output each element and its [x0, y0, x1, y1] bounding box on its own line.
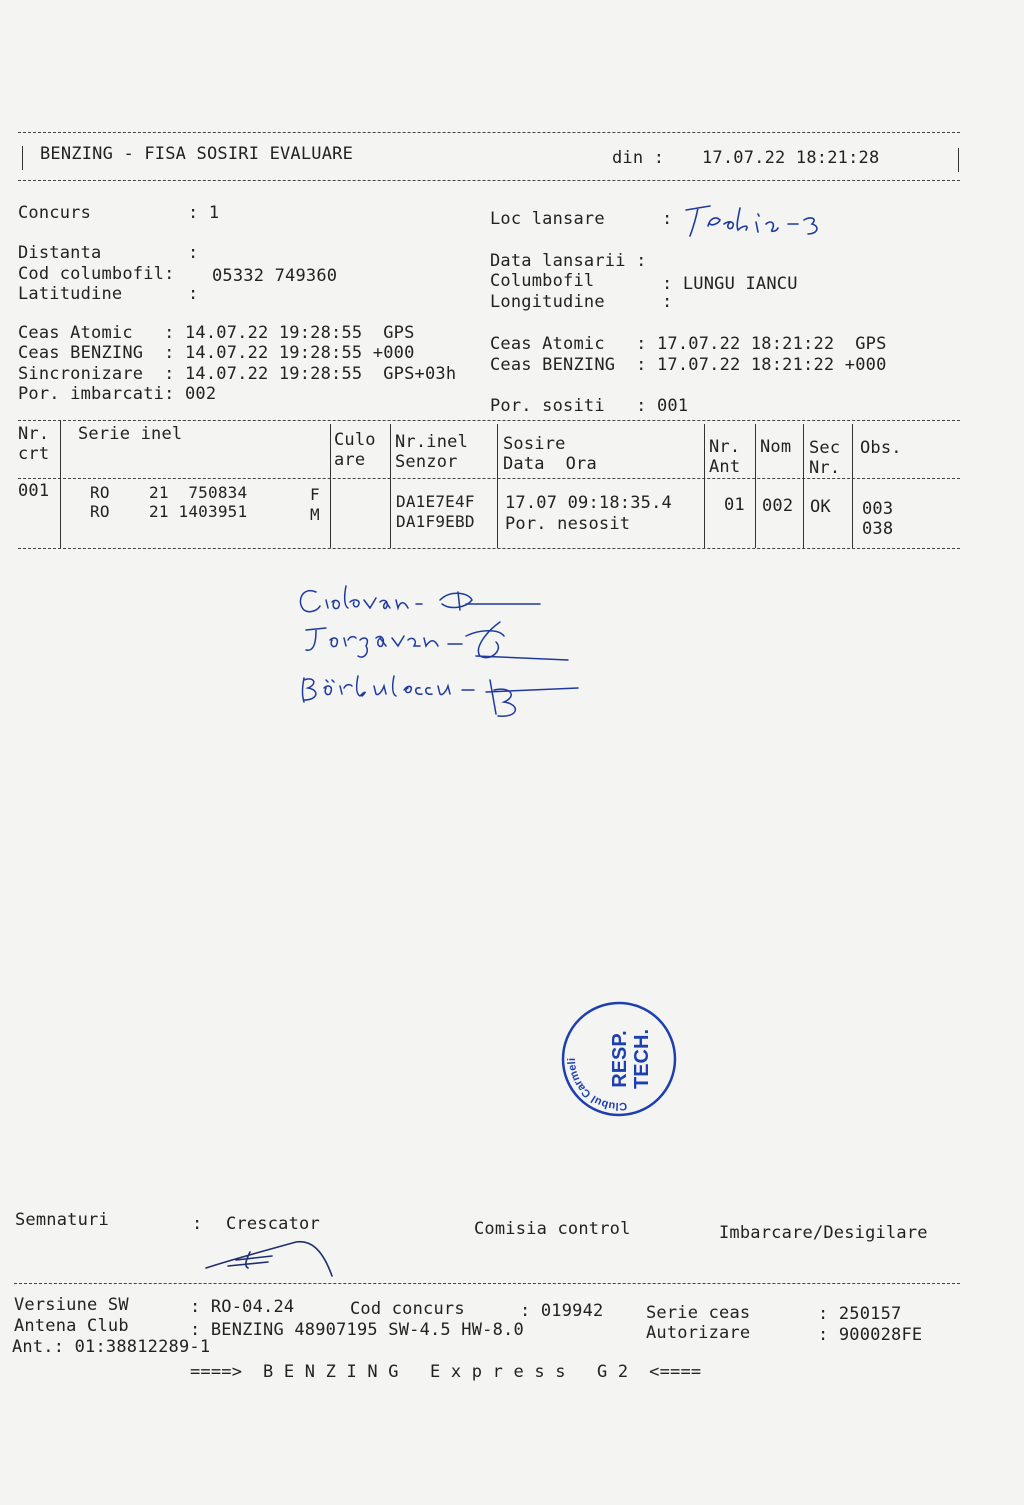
- columbofil-value: : LUNGU IANCU: [662, 274, 798, 294]
- stamp-resp: RESP.: [609, 1030, 631, 1088]
- ceas-benzing-lansare: Ceas BENZING : 14.07.22 19:28:55 +000: [18, 343, 415, 363]
- latitudine-label: Latitudine: [18, 284, 123, 304]
- por-imbarcati: Por. imbarcati: 002: [18, 384, 217, 404]
- sincronizare: Sincronizare : 14.07.22 19:28:55 GPS+03h: [18, 364, 457, 384]
- col-header-nr-inel: Nr.inel Senzor: [395, 432, 469, 472]
- header-bottom-rule: [18, 180, 960, 181]
- latitudine-value: :: [188, 284, 199, 304]
- col-header-nom: Nom: [760, 437, 792, 457]
- report-date: 17.07.22 18:21:28: [702, 148, 880, 168]
- col-header-obs: Obs.: [860, 438, 902, 458]
- comisia-control-label: Comisia control: [474, 1219, 631, 1239]
- ceas-benzing-sosire: Ceas BENZING : 17.07.22 18:21:22 +000: [490, 355, 887, 375]
- ceas-atomic-lansare: Ceas Atomic : 14.07.22 19:28:55 GPS: [18, 323, 415, 343]
- col-sep: [497, 424, 498, 548]
- row-sex-2: M: [310, 505, 320, 524]
- col-header-serie-inel: Serie inel: [78, 424, 183, 444]
- handwritten-signatures: [290, 580, 590, 730]
- header-top-rule: [18, 132, 960, 133]
- header-left-bar: [22, 146, 23, 170]
- columbofil-label: Columbofil: [490, 271, 595, 291]
- col-sep: [755, 424, 756, 548]
- crescator-label: Crescator: [226, 1214, 320, 1234]
- data-lansarii-label: Data lansarii :: [490, 251, 647, 271]
- stamp-tech: TECH.: [631, 1029, 653, 1089]
- club-stamp: [560, 1000, 678, 1118]
- col-header-nr-crt: Nr. crt: [18, 424, 50, 464]
- por-sositi: Por. sositi : 001: [490, 396, 689, 416]
- col-sep: [390, 424, 391, 548]
- col-header-nr-ant: Nr. Ant: [709, 437, 741, 477]
- longitudine-label: Longitudine: [490, 292, 605, 312]
- header-right-bar: [958, 148, 959, 172]
- autorizare-value: : 900028FE: [818, 1325, 923, 1345]
- row-obs-1: 003: [862, 499, 894, 519]
- stamp-ring-text: Clubul Carmeli: [565, 1057, 628, 1113]
- benzing-banner: ====> B E N Z I N G E x p r e s s G 2 <====: [190, 1362, 702, 1382]
- cod-concurs-value: : 019942: [520, 1301, 604, 1321]
- versiune-sw-value: : RO-04.24: [190, 1297, 295, 1317]
- row-ant: 01: [724, 495, 745, 515]
- table-header-rule: [18, 478, 960, 479]
- row-nom: 002: [762, 496, 794, 516]
- col-sep: [704, 424, 705, 548]
- concurs-value: : 1: [188, 203, 220, 223]
- crescator-signature: [200, 1232, 350, 1282]
- col-sep: [803, 424, 804, 548]
- concurs-label: Concurs: [18, 203, 92, 223]
- row-sex-1: F: [310, 485, 320, 504]
- footer-rule: [14, 1283, 960, 1284]
- col-header-sosire: Sosire Data Ora: [503, 434, 597, 474]
- ceas-atomic-sosire: Ceas Atomic : 17.07.22 18:21:22 GPS: [490, 334, 887, 354]
- row-sec: OK: [810, 497, 831, 517]
- row-sosire-2: Por. nesosit: [505, 514, 631, 534]
- col-sep: [60, 420, 61, 548]
- table-bottom-rule: [18, 548, 960, 549]
- col-header-culoare: Culo are: [334, 430, 376, 470]
- antena-club-label: Antena Club: [14, 1316, 129, 1336]
- imbarcare-desigilare-label: Imbarcare/Desigilare: [719, 1223, 928, 1243]
- loc-lansare-handwritten: [680, 200, 830, 240]
- longitudine-value: :: [662, 292, 673, 312]
- table-top-rule: [18, 420, 960, 421]
- col-sep: [330, 424, 331, 548]
- ant-line: Ant.: 01:38812289-1: [12, 1337, 211, 1357]
- row-nr: 001: [18, 481, 50, 501]
- autorizare-label: Autorizare: [646, 1323, 751, 1343]
- serie-ceas-label: Serie ceas: [646, 1303, 751, 1323]
- semnaturi-label: Semnaturi: [15, 1210, 109, 1230]
- distanta-value: :: [188, 243, 199, 263]
- report-date-label: din :: [612, 148, 665, 168]
- antena-club-value: : BENZING 48907195 SW-4.5 HW-8.0: [190, 1320, 524, 1340]
- row-obs-2: 038: [862, 519, 894, 539]
- cod-columbofil-value: 05332 749360: [212, 266, 338, 286]
- serie-ceas-value: : 250157: [818, 1304, 902, 1324]
- loc-lansare-label: Loc lansare: [490, 209, 605, 229]
- versiune-sw-label: Versiune SW: [14, 1295, 129, 1315]
- row-sosire-1: 17.07 09:18:35.4: [505, 493, 672, 513]
- col-sep: [852, 424, 853, 548]
- row-senzor-1: DA1E7E4F: [396, 492, 475, 511]
- semnaturi-colon: :: [192, 1214, 203, 1234]
- distanta-label: Distanta: [18, 243, 102, 263]
- row-ring-1: RO 21 750834: [90, 483, 248, 502]
- cod-concurs-label: Cod concurs: [350, 1299, 465, 1319]
- col-header-sec-nr: Sec Nr.: [809, 438, 841, 478]
- loc-lansare-colon: :: [662, 209, 673, 229]
- row-senzor-2: DA1F9EBD: [396, 512, 475, 531]
- row-ring-2: RO 21 1403951: [90, 502, 248, 521]
- cod-columbofil-label: Cod columbofil:: [18, 264, 175, 284]
- report-title: BENZING - FISA SOSIRI EVALUARE: [40, 144, 354, 164]
